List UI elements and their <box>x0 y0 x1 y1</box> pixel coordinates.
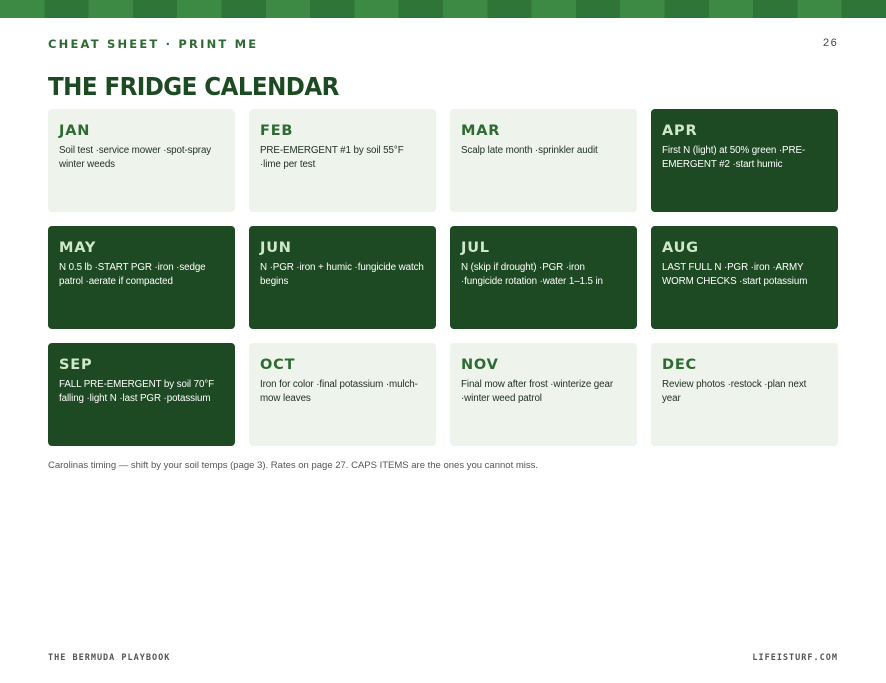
month-card-jul <box>450 226 637 329</box>
footer-website: LIFEISTURF.COM <box>752 653 838 663</box>
month-card-nov <box>450 343 637 446</box>
month-tasks: LAST FULL N ·PGR ·iron ·ARMY WORM CHECKS ·start potassium <box>662 262 808 287</box>
month-card-dec <box>651 343 838 446</box>
month-label: JAN <box>59 123 91 139</box>
page-number: 26 <box>822 38 838 50</box>
month-tasks: PRE-EMERGENT #1 by soil 55°F ·lime per test <box>260 145 404 170</box>
month-tasks: Final mow after frost ·winterize gear ·winter weed patrol <box>461 379 614 404</box>
month-card-mar <box>450 109 637 212</box>
month-card-sep <box>48 343 235 446</box>
month-tasks: N 0.5 lb ·START PGR ·iron ·sedge patrol ·aerate if compacted <box>59 262 206 287</box>
month-label: FEB <box>260 123 294 139</box>
top-stripe-band <box>0 0 886 18</box>
month-label: AUG <box>662 240 699 256</box>
month-tasks: Soil test ·service mower ·spot-spray winter weeds <box>59 145 212 170</box>
month-card-aug <box>651 226 838 329</box>
month-label: NOV <box>461 357 499 373</box>
month-label: DEC <box>662 357 697 373</box>
month-label: MAR <box>461 123 501 139</box>
month-card-feb <box>249 109 436 212</box>
month-tasks: FALL PRE-EMERGENT by soil 70°F falling ·light N ·last PGR ·potassium <box>59 379 214 404</box>
month-label: SEP <box>59 357 93 373</box>
month-card-may <box>48 226 235 329</box>
month-calendar-grid <box>48 109 838 446</box>
month-card-jun <box>249 226 436 329</box>
month-card-oct <box>249 343 436 446</box>
month-label: APR <box>662 123 698 139</box>
month-label: JUL <box>461 240 490 256</box>
month-tasks: N ·PGR ·iron + humic ·fungicide watch begins <box>260 262 424 287</box>
month-label: OCT <box>260 357 296 373</box>
month-tasks: N (skip if drought) ·PGR ·iron ·fungicide rotation ·water 1–1.5 in <box>461 262 603 287</box>
month-tasks: First N (light) at 50% green ·PRE-EMERGENT #2 ·start humic <box>662 145 806 170</box>
month-tasks: Review photos ·restock ·plan next year <box>662 379 807 404</box>
month-tasks: Scalp late month ·sprinkler audit <box>461 145 598 156</box>
month-card-jan <box>48 109 235 212</box>
page-kicker: CHEAT SHEET · PRINT ME <box>48 37 259 51</box>
timing-note: Carolinas timing — shift by your soil temps (page 3). Rates on page 27. CAPS ITEMS are the ones you cannot miss. <box>48 460 539 471</box>
month-label: JUN <box>260 240 292 256</box>
month-tasks: Iron for color ·final potassium ·mulch-mow leaves <box>260 379 418 404</box>
month-card-apr <box>651 109 838 212</box>
footer-book-title: THE BERMUDA PLAYBOOK <box>48 653 171 663</box>
month-label: MAY <box>59 240 97 256</box>
page-title: THE FRIDGE CALENDAR <box>48 72 339 101</box>
